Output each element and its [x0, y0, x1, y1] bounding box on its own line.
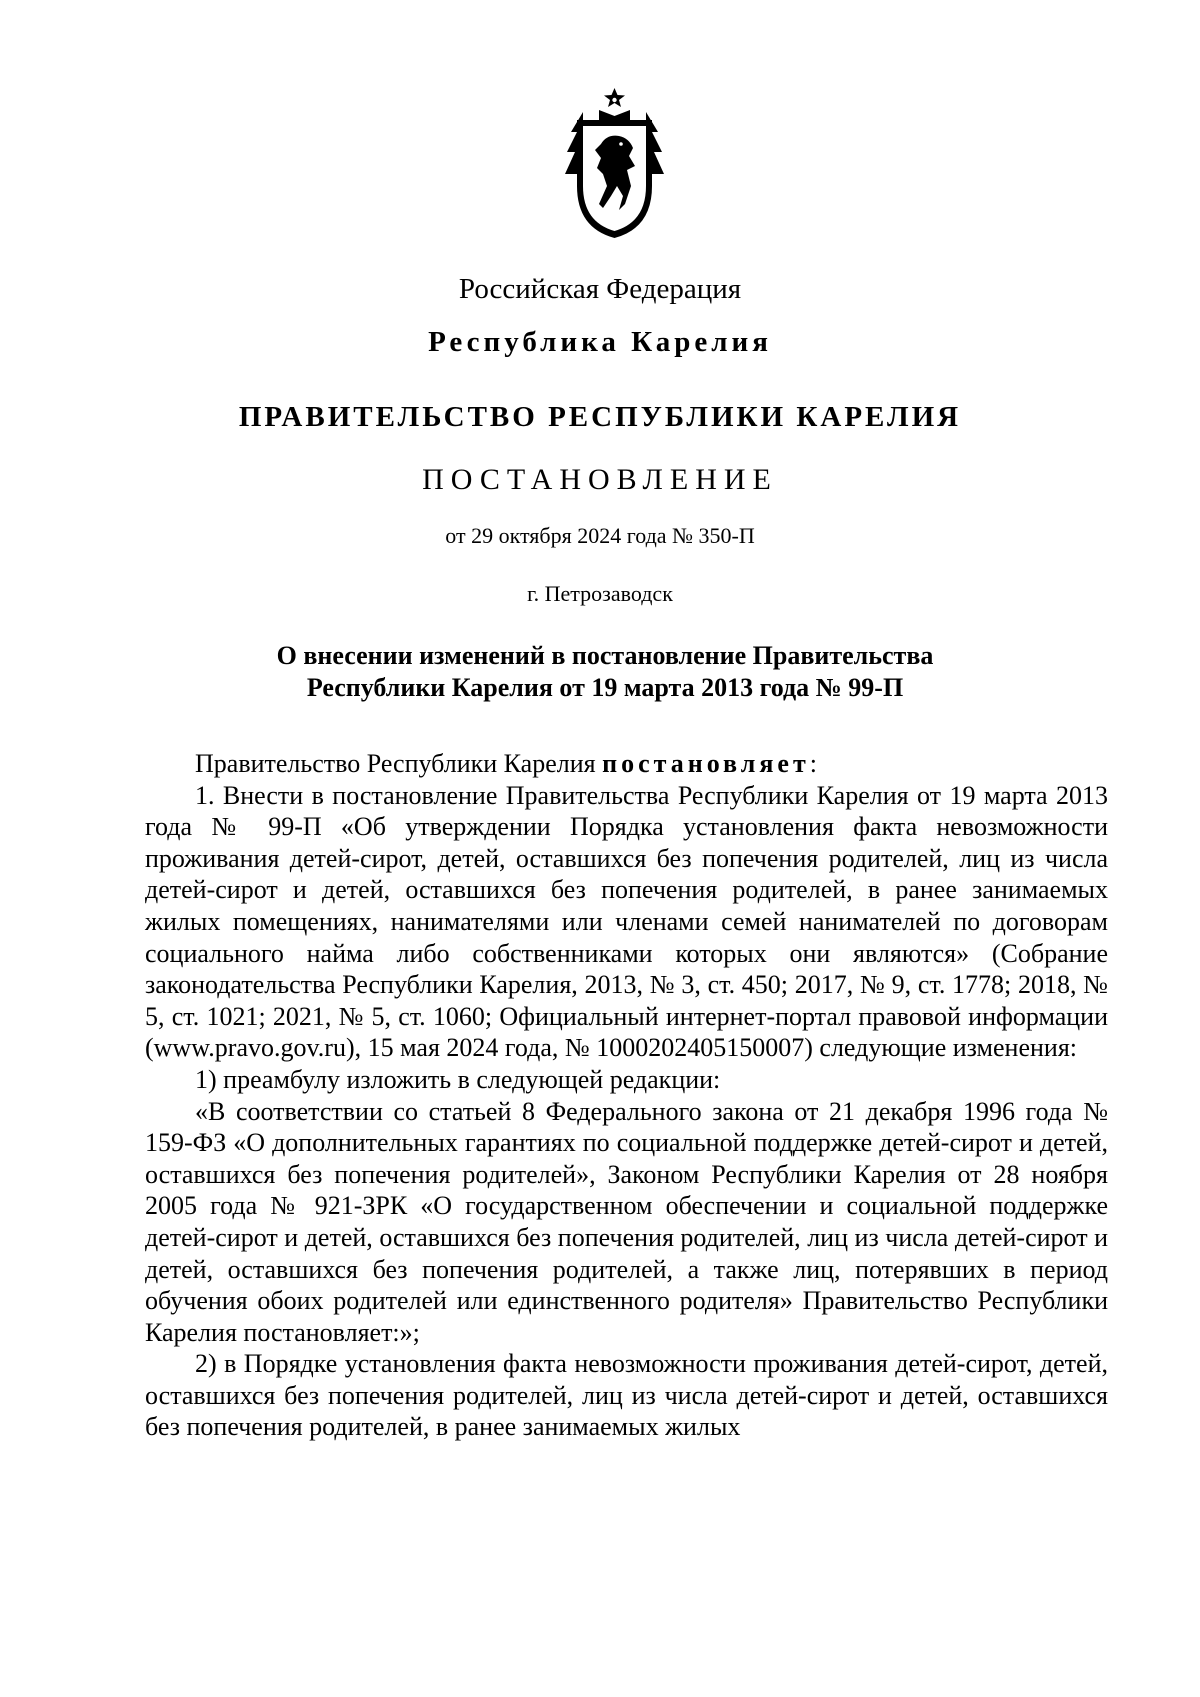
- intro-suffix: :: [809, 749, 817, 778]
- intro-paragraph: [145, 748, 1108, 780]
- coat-of-arms-emblem: [563, 86, 666, 242]
- document-type: ПОСТАНОВЛЕНИЕ: [422, 463, 778, 496]
- document-date-number: от 29 октября 2024 года № 350-П: [445, 523, 755, 548]
- country-name: Российская Федерация: [458, 273, 742, 305]
- intro-prefix: Правительство Республики Карелия: [195, 749, 603, 778]
- title-line-2: Республики Карелия от 19 марта 2013 года № 99-П: [306, 673, 904, 702]
- document-city: г. Петрозаводск: [527, 581, 673, 606]
- paragraph-1-item-1: 1) преамбулу изложить в следующей редакции:: [195, 1064, 721, 1094]
- intro-decree-word: постановляет: [602, 749, 810, 778]
- paragraph-1: 1. Внести в постановление Правительства Республики Карелия от 19 марта 2013 года № 99-П «Об утверждении Порядка установления факта невозможности проживания детей-сирот, детей, оставшихся без попечения родителей, лиц из числа детей-сирот и детей, оставшихся без попечения родителей, в ранее занимаемых жилых помещениях, нанимателями или членами семей нанимателей по договорам социального найма либо собственниками которых они являются» (Собрание законодательства Республики Карелия, 2013, № 3, ст. 450; 2017, № 9, ст. 1778; 2018, № 5, ст. 1021; 2021, № 5, ст. 1060; Официальный интернет-портал правовой информации (www.pravo.gov.ru), 15 мая 2024 года, № 1000202405150007) следующие изменения:: [145, 780, 1108, 1063]
- paragraph-preamble-quote: «В соответствии со статьей 8 Федерального закона от 21 декабря 1996 года № 159-ФЗ «О дополнительных гарантиях по социальной поддержке детей-сирот и детей, оставшихся без попечения родителей», Законом Республики Карелия от 28 ноября 2005 года № 921-ЗРК «О государственном обеспечении и социальной поддержке детей-сирот и детей, оставшихся без попечения родителей, лиц из числа детей-сирот и детей, оставшихся без попечения родителей, а также лиц, потерявших в период обучения обоих родителей или единственного родителя» Правительство Республики Карелия постановляет:»;: [145, 1096, 1108, 1347]
- government-name: ПРАВИТЕЛЬСТВО РЕСПУБЛИКИ КАРЕЛИЯ: [238, 401, 962, 433]
- republic-name: Республика Карелия: [428, 326, 772, 358]
- document-title: [200, 640, 1010, 704]
- title-line-1: О внесении изменений в постановление Правительства: [276, 641, 934, 670]
- document-body: [145, 748, 1108, 1443]
- paragraph-1-item-2: 2) в Порядке установления факта невозможности проживания детей-сирот, детей, оставшихся без попечения родителей, лиц из числа детей-сирот и детей, оставшихся без попечения родителей, в ранее занимаемых жилых: [145, 1349, 1108, 1442]
